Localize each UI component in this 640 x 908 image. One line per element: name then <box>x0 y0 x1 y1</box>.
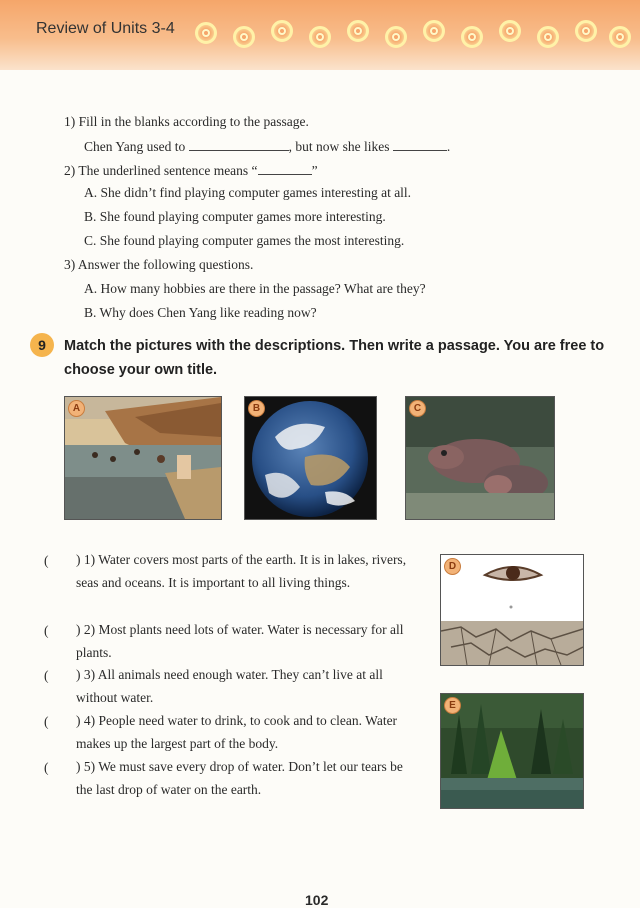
circle-icon <box>271 20 293 42</box>
fill-blank-1[interactable] <box>189 138 289 151</box>
question-3-label: 3) Answer the following questions. <box>64 257 254 272</box>
picture-label-e: E <box>444 697 461 714</box>
question-1-label: 1) Fill in the blanks according to the passage. <box>64 114 309 129</box>
description-3 <box>76 664 416 709</box>
circle-icon <box>461 26 483 48</box>
circle-icon <box>575 20 597 42</box>
circle-icon <box>309 26 331 48</box>
picture-e-forest <box>440 693 584 809</box>
q2-label-text: 2) The underlined sentence means “ <box>64 163 258 178</box>
question-2-label <box>64 162 318 179</box>
q2-label-end: ” <box>311 163 318 178</box>
q1-part-b: , but now she likes <box>288 139 390 154</box>
task-number-badge: 9 <box>30 333 54 357</box>
picture-d-tears-drought <box>440 554 584 666</box>
picture-label-c: C <box>409 400 426 417</box>
description-5-text: ) 5) We must save every drop of water. Don’t let our tears be the last drop of water on the earth. <box>76 759 403 797</box>
description-4-text: ) 4) People need water to drink, to cook and to clean. Water makes up the largest part of the body. <box>76 713 398 751</box>
answer-bracket-1[interactable]: ( <box>44 553 49 568</box>
description-2 <box>76 619 416 664</box>
description-2-text: ) 2) Most plants need lots of water. Water is necessary for all plants. <box>76 622 404 660</box>
answer-bracket-2[interactable]: ( <box>44 623 49 638</box>
hippo-image <box>406 397 554 519</box>
picture-label-b: B <box>248 400 265 417</box>
q2-option-a: A. She didn’t find playing computer games interesting at all. <box>84 185 412 200</box>
circle-icon <box>233 26 255 48</box>
picture-label-a: A <box>68 400 85 417</box>
q3-item-a: A. How many hobbies are there in the passage? What are they? <box>84 281 426 296</box>
circle-icon <box>195 22 217 44</box>
task-instruction: Match the pictures with the descriptions. Then write a passage. You are free to choose your own title. <box>64 338 605 378</box>
page-number: 102 <box>305 892 329 908</box>
river-ghat-image <box>65 397 221 519</box>
q3-item-b: B. Why does Chen Yang like reading now? <box>84 305 317 320</box>
q1-part-a: Chen Yang used to <box>84 139 186 154</box>
circle-icon <box>385 26 407 48</box>
circle-icon <box>499 20 521 42</box>
question-1-sentence <box>84 138 450 155</box>
circle-icon <box>423 20 445 42</box>
answer-bracket-4[interactable]: ( <box>44 714 49 729</box>
picture-c-hippos <box>405 396 555 520</box>
q2-option-b: B. She found playing computer games more interesting. <box>84 209 386 224</box>
q2-option-c: C. She found playing computer games the most interesting. <box>84 233 405 248</box>
description-1 <box>76 549 416 594</box>
description-1-text: ) 1) Water covers most parts of the earth. It is in lakes, rivers, seas and oceans. It is important to all living things. <box>76 552 407 590</box>
circle-icon <box>537 26 559 48</box>
fill-blank-3[interactable] <box>258 162 312 175</box>
description-4 <box>76 710 416 755</box>
unit-title: Review of Units 3-4 <box>36 20 175 37</box>
circle-icon <box>609 26 631 48</box>
description-3-text: ) 3) All animals need enough water. They can’t live at all without water. <box>76 667 383 705</box>
forest-lake-image <box>441 694 583 808</box>
earth-image <box>245 397 376 519</box>
fill-blank-2[interactable] <box>393 138 447 151</box>
answer-bracket-3[interactable]: ( <box>44 668 49 683</box>
circle-icon <box>347 20 369 42</box>
picture-a-river <box>64 396 222 520</box>
description-5 <box>76 756 416 801</box>
eye-cracked-earth-image <box>441 555 583 665</box>
picture-label-d: D <box>444 558 461 575</box>
answer-bracket-5[interactable]: ( <box>44 760 49 775</box>
unit-header <box>0 0 640 70</box>
picture-b-earth <box>244 396 377 520</box>
q1-part-c: . <box>446 139 451 154</box>
